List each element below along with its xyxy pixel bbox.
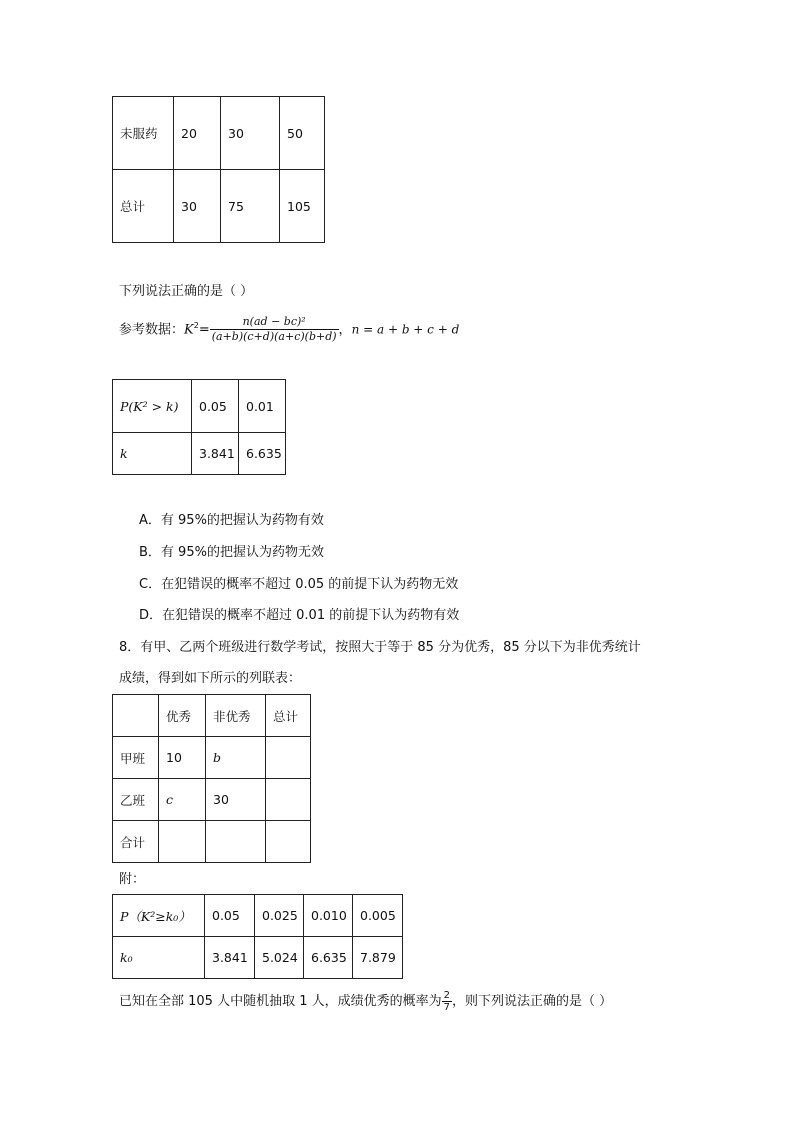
table-cell: 105 (280, 170, 325, 243)
table-cell: 30 (174, 170, 221, 243)
condition-tail: ，则下列说法正确的是（ ） (452, 994, 613, 1009)
question-8-line1: 8．有甲、乙两个班级进行数学考试，按照大于等于 85 分为优秀，85 分以下为非优秀统计 (119, 640, 641, 655)
contingency-table (112, 694, 311, 863)
table-cell: 非优秀 (206, 695, 266, 737)
option-b: B．有 95%的把握认为药物无效 (139, 545, 324, 560)
option-c: C．在犯错误的概率不超过 0.05 的前提下认为药物无效 (139, 577, 459, 592)
table-cell: 优秀 (159, 695, 206, 737)
table-cell: P（K²≥k₀） (113, 895, 205, 937)
table-cell: c (159, 779, 206, 821)
formula-comma: ， (338, 322, 352, 338)
option-a: A．有 95%的把握认为药物有效 (139, 513, 324, 528)
table-cell: 30 (221, 97, 280, 170)
table-cell: 0.010 (304, 895, 353, 937)
table-cell: 20 (174, 97, 221, 170)
table-cell: 3.841 (192, 433, 239, 475)
formula-denominator: (a+b)(c+d)(a+c)(b+d) (211, 330, 337, 344)
table-cell: 50 (280, 97, 325, 170)
formula-numerator: n(ad − bc)² (210, 315, 339, 330)
table-cell: k₀ (113, 937, 205, 979)
table-cell: 合计 (113, 821, 159, 863)
table-cell: 0.025 (255, 895, 304, 937)
table-cell: 10 (159, 737, 206, 779)
table-cell (206, 821, 266, 863)
table-cell: 6.635 (304, 937, 353, 979)
question-8-line2: 成绩，得到如下所示的列联表： (119, 671, 302, 686)
critical-value-table (112, 379, 286, 475)
table-cell: 75 (221, 170, 280, 243)
medication-table (112, 96, 325, 243)
table-cell: 0.05 (205, 895, 255, 937)
table-cell: k (113, 433, 192, 475)
k-critical-table (112, 894, 403, 979)
question-prompt: 下列说法正确的是（ ） (119, 284, 254, 299)
table-cell (113, 695, 159, 737)
formula-n: n = a + b + c + d (351, 322, 460, 337)
reference-formula (119, 310, 459, 346)
fraction-denominator: 7 (443, 1002, 450, 1013)
table-cell: 总计 (113, 170, 174, 243)
table-cell: 5.024 (255, 937, 304, 979)
appendix-label: 附： (119, 872, 146, 887)
question-8-condition (119, 988, 612, 1016)
table-cell (266, 779, 311, 821)
table-cell: b (206, 737, 266, 779)
table-cell: 7.879 (353, 937, 403, 979)
probability-fraction (442, 990, 452, 1013)
formula-lhs: K (184, 322, 194, 338)
formula-exponent: 2 (193, 321, 199, 330)
table-cell: 甲班 (113, 737, 159, 779)
table-cell: P(K² > k) (113, 380, 192, 433)
table-cell (159, 821, 206, 863)
table-cell: 0.05 (192, 380, 239, 433)
table-cell: 30 (206, 779, 266, 821)
table-cell: 6.635 (239, 433, 286, 475)
option-d: D．在犯错误的概率不超过 0.01 的前提下认为药物有效 (139, 608, 460, 623)
table-cell: 0.01 (239, 380, 286, 433)
table-cell: 0.005 (353, 895, 403, 937)
reference-label: 参考数据： (119, 322, 185, 338)
table-cell: 总计 (266, 695, 311, 737)
condition-text: 已知在全部 105 人中随机抽取 1 人，成绩优秀的概率为 (119, 994, 442, 1009)
table-cell: 未服药 (113, 97, 174, 170)
formula-fraction (210, 315, 339, 344)
table-cell: 乙班 (113, 779, 159, 821)
formula-equals: = (198, 322, 210, 338)
table-cell: 3.841 (205, 937, 255, 979)
table-cell (266, 737, 311, 779)
fraction-numerator: 2 (443, 990, 450, 1001)
table-cell (266, 821, 311, 863)
